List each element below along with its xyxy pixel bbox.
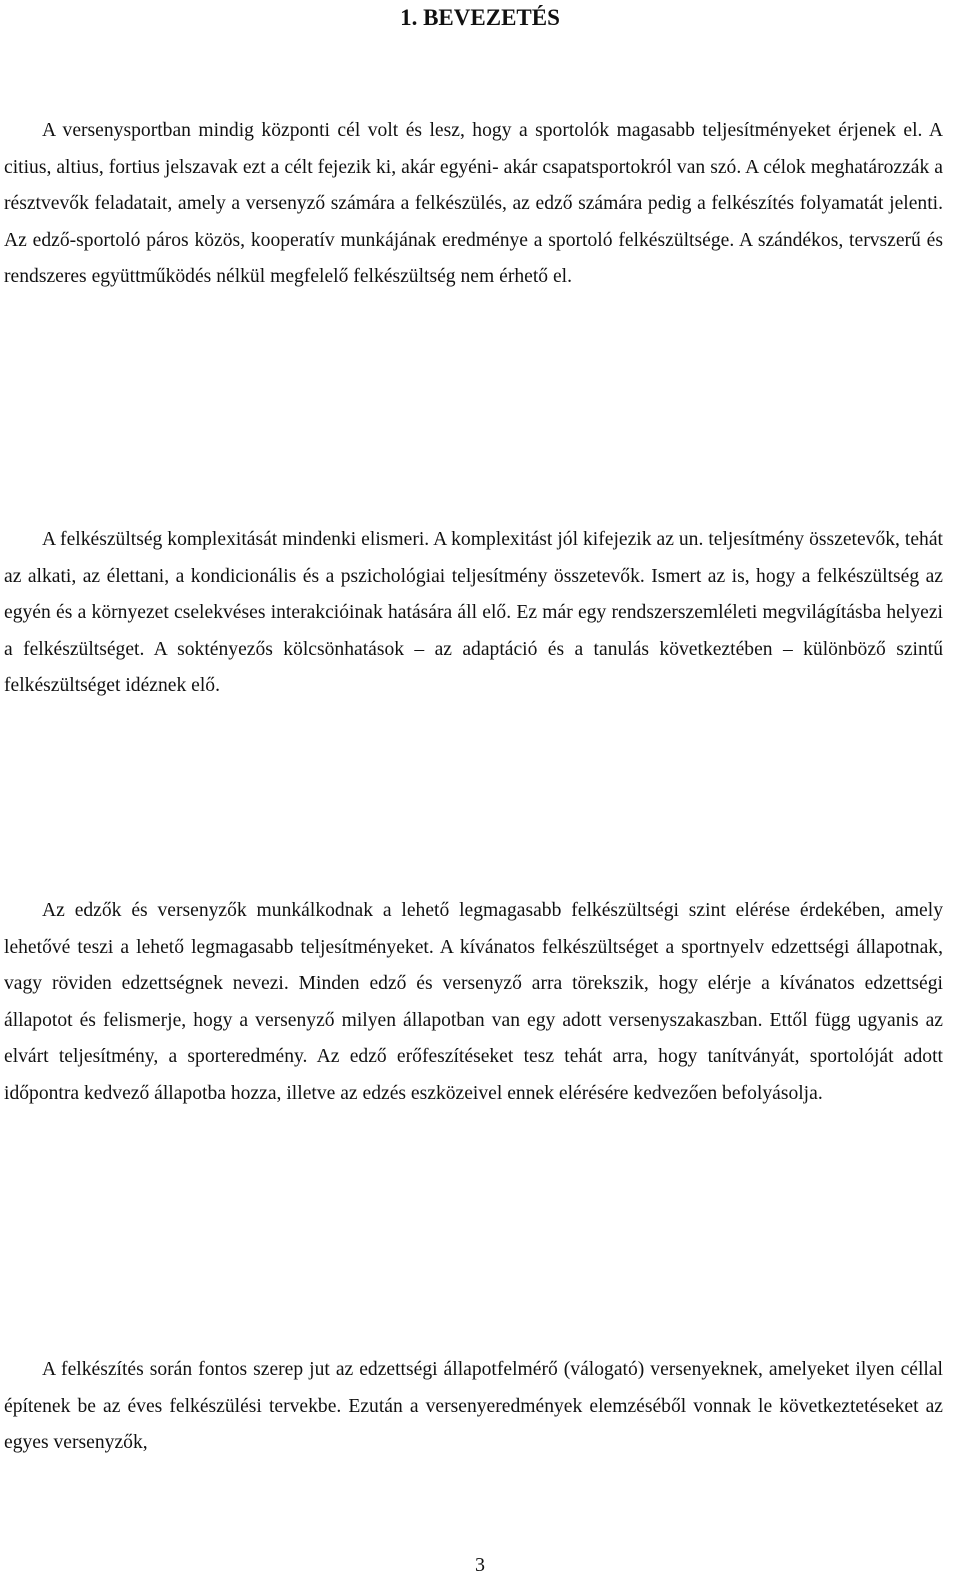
paragraph-4: A felkészítés során fontos szerep jut az edzettségi állapotfelmérő (válogató) versenyeknek, amelyeket ilyen céllal építenek be az éves felkészülési tervekbe. Ezután a versenyeredmények elemzéséből vonnak le következtetéseket az egyes versenyzők, [4,1359,943,1454]
page-number: 3 [475,1554,485,1576]
paragraph-3: Az edzők és versenyzők munkálkodnak a lehető legmagasabb felkészültségi szint elérése érdekében, amely lehetővé teszi a lehető legmagasabb teljesítményeket. A kívánatos felkészültséget a sportnyelv edzettségi állapotnak, vagy röviden edzettségnek nevezi. Minden edző és versenyző arra törekszik, hogy elérje a kívánatos edzettségi állapotot és felismerje, hogy a versenyző milyen állapotban van egy adott versenyszakaszban. Ettől függ ugyanis az elvárt teljesítmény, a sporteredmény. Az edző erőfeszítéseket tesz tehát arra, hogy tanítványát, sportolóját adott időpontra kedvező állapotba hozza, illetve az edzés eszközeivel ennek elérésére kedvezően befolyásolja. [4,900,943,1104]
paragraph-1: A versenysportban mindig központi cél volt és lesz, hogy a sportolók magasabb teljesítményeket érjenek el. A citius, altius, fortius jelszavak ezt a célt fejezik ki, akár egyéni- akár csapatsportokról van szó. A célok meghatározzák a résztvevők feladatait, amely a versenyző számára a felkészülés, az edző számára pedig a felkészítés folyamatát jelenti. Az edző-sportoló páros közös, kooperatív munkájának eredménye a sportoló felkészültsége. A szándékos, tervszerű és rendszeres együttműködés nélkül megfelelő felkészültség nem érhető el. [4,120,943,288]
paragraph-2: A felkészültség komplexitását mindenki elismeri. A komplexitást jól kifejezik az un. teljesítmény összetevők, tehát az alkati, az élettani, a kondicionális és a pszichológiai teljesítmény összetevők. Ismert az is, hogy a felkészültség az egyén és a környezet cselekvéses interakcióinak hatására áll elő. Ez már egy rendszerszemléleti megvilágításba helyezi a felkészültséget. A soktényezős kölcsönhatások – az adaptáció és a tanulás következtében – különböző szintű felkészültséget idéznek elő. [4,529,943,697]
chapter-heading: 1. BEVEZETÉS [400,5,560,30]
